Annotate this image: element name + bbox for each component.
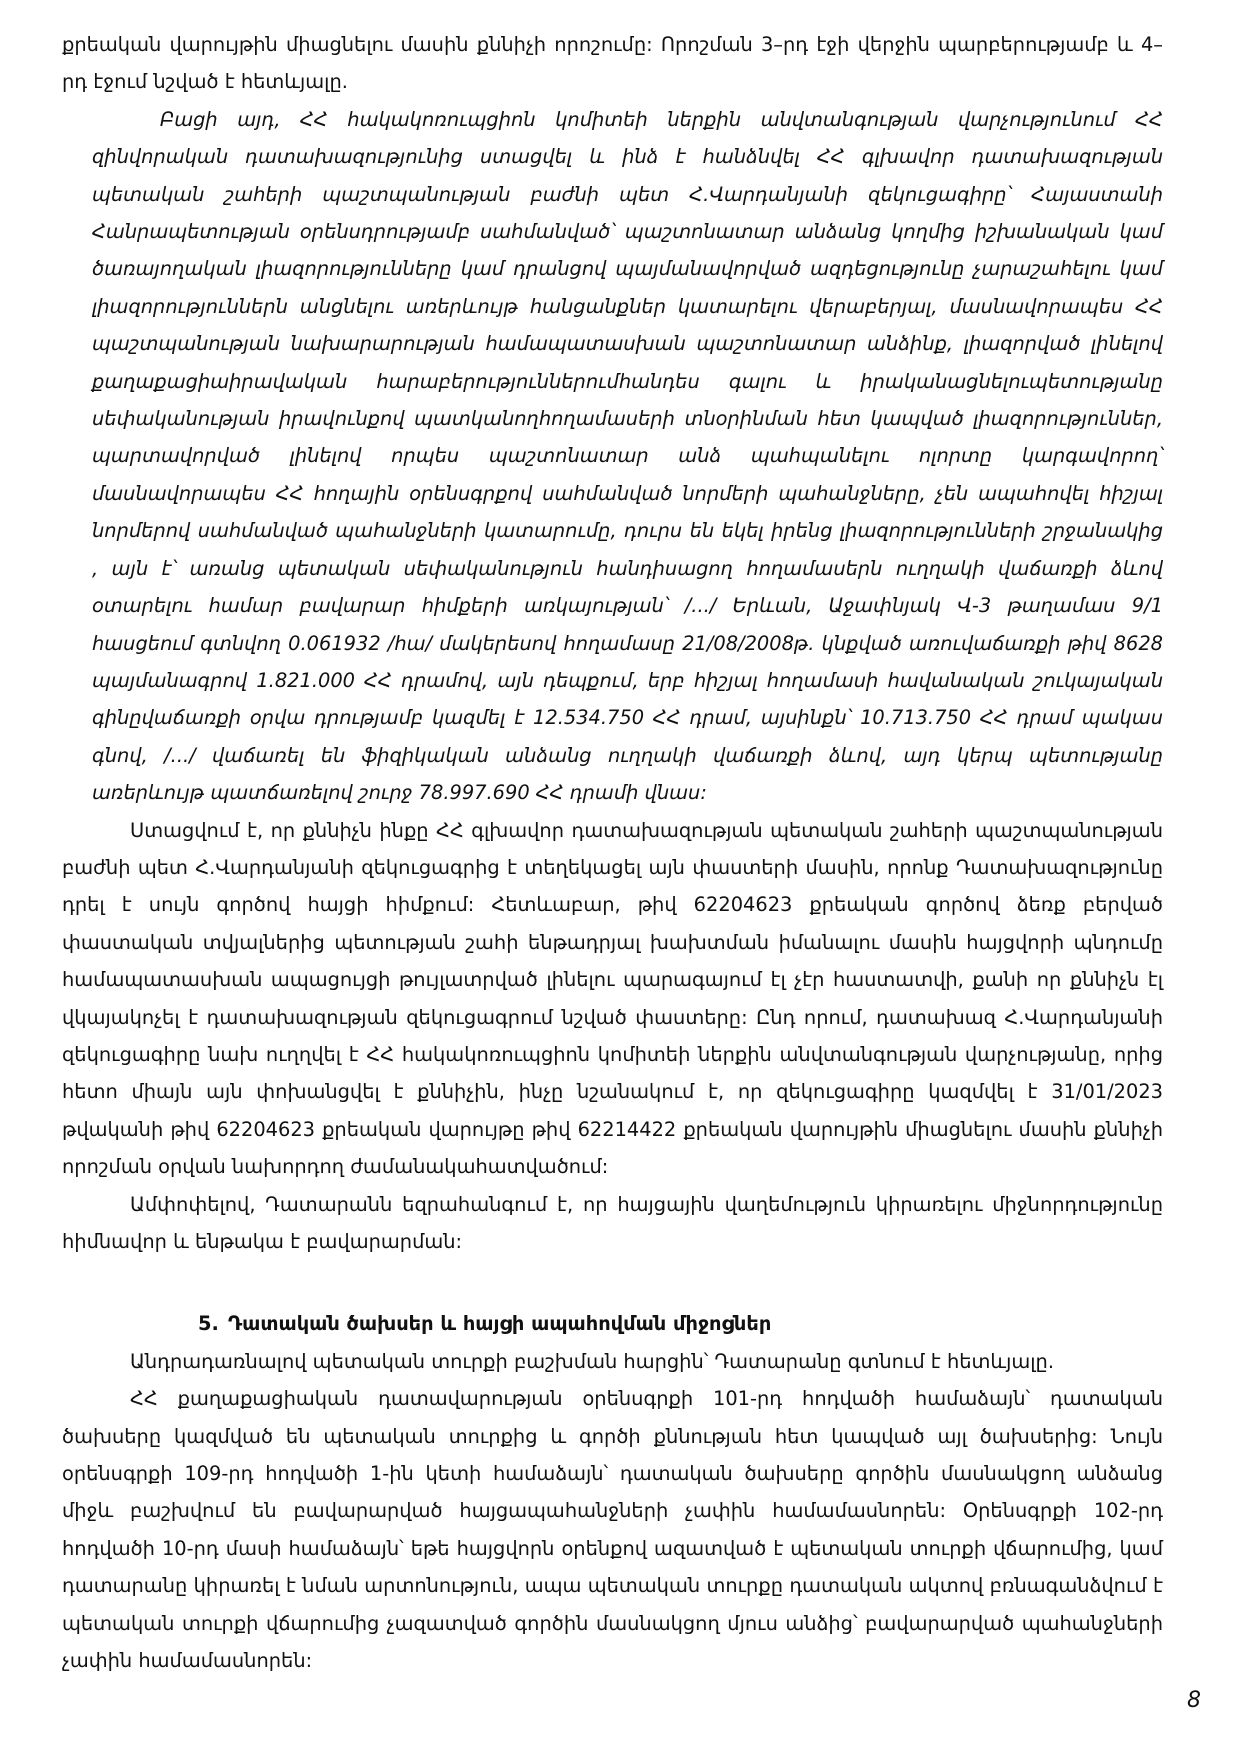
- paragraph-state-duty-intro: Անդրադառնալով պետական տուրքի բաշխման հարցին՝ Դատարանը գտնում է հետևյալը.: [130, 1349, 1055, 1373]
- paragraph-conclusion: Ամփոփելով, Դատարանն եզրահանգում է, որ հայցային վաղեմություն կիրառելու միջնորդությունը հիմնավոր և ենթակա է բավարարման:: [62, 1192, 1163, 1253]
- paragraph-court-costs-law: ՀՀ քաղաքացիական դատավարության օրենսգրքի 101-րդ հոդվածի համաձայն՝ դատական ծախսերը կազմված են պետական տուրքից և գործի քննության հետ կապված այլ ծախսերից: Նույն օրենսգրքի 109-րդ հոդվածի 1-ին կետի համաձայն՝ դատական ծախսերը գործին մասնակցող անձանց միջև բաշխվում են բավարարված հայցապահանջների չափին համամասնորեն: Օրենսգրքի 102-րդ հոդվածի 10-րդ մասի համաձայն՝ եթե հայցվորն օրենքով ազատված է պետական տուրքի վճարումից, կամ դատարանը կիրառել է նման արտոնություն, ապա պետական տուրքը դատական ակտով բռնագանձվում է պետական տուրքի վճարումից չազատված գործին մասնակցող մյուս անձից՝ բավարարված պահանջների չափին համամասնորեն:: [62, 1387, 1163, 1673]
- section-number: 5.: [198, 1312, 219, 1336]
- section-heading: [62, 1305, 1163, 1342]
- section-title: Դատական ծախսեր և հայցի ապահովման միջոցներ: [228, 1312, 772, 1336]
- page-number: 8: [1187, 1688, 1201, 1713]
- paragraph-continuation: քրեական վարույթին միացնելու մասին քննիչի որոշումը: Որոշման 3–րդ էջի վերջին պարբերությամբ և 4–րդ էջում նշված է հետևյալը.: [62, 33, 1163, 94]
- block-quote-report-excerpt: Բացի այդ, ՀՀ հակակոռուպցիոն կոմիտեի ներքին անվտանգության վարչությունում ՀՀ զինվորական դատախազությունից ստացվել և ինձ է հանձնվել ՀՀ գլխավոր դատախազության պետական շահերի պաշտպանության բաժնի պետ Հ.Վարդանյանի զեկուցագիրը՝ Հայաստանի Հանրապետության օրենսդրությամբ սահմանված՝ պաշտոնատար անձանց կողմից իշխանական կամ ծառայողական լիազորությունները կամ դրանցով պայմանավորված ազդեցությունը չարաշահելու կամ լիազորություններն անցնելու առերևույթ հանցանքներ կատարելու վերաբերյալ, մասնավորապես ՀՀ պաշտպանության նախարարության համապատասխան պաշտոնատար անձինք, լիազորված լինելով քաղաքացիաիրավական հարաբերություններումհանդես գալու և իրականացնելուպետությանը սեփականության իրավունքով պատկանողհողամասերի տնօրինման հետ կապված լիազորություններ, պարտավորված լինելով որպես պաշտոնատար անձ պահպանելու ոլորտը կարգավորող՝ մասնավորապես ՀՀ հողային օրենսգրքով սահմանված նորմերի պահանջները, չեն ապահովել հիշյալ նորմերով սահմանված պահանջների կատարումը, դուրս են եկել իրենց լիազորությունների շրջանակից , այն է՝ առանց պետական սեփականություն հանդիսացող հողամասերն ուղղակի վաճառքի ձևով օտարելու համար բավարար հիմքերի առկայության՝ /.../ Երևան, Աջափնյակ Վ-3 թաղամաս 9/1 հասցեում գտնվող 0.061932 /հա/ մակերեսով հողամասը 21/08/2008թ. կնքված առուվաճառքի թիվ 8628 պայմանագրով 1.821.000 ՀՀ դրամով, այն դեպքում, երբ հիշյալ հողամասի հավանական շուկայական գինըվաճառքի օրվա դրությամբ կազմել է 12.534.750 ՀՀ դրամ, այսինքն՝ 10.713.750 ՀՀ դրամ պակաս գնով, /.../ վաճառել են ֆիզիկական անձանց ուղղակի վաճառքի ձևով, այդ կերպ պետությանը առերևույթ պատճառելով շուրջ 78.997.690 ՀՀ դրամի վնաս:: [92, 107, 1163, 805]
- paragraph-court-analysis: Ստացվում է, որ քննիչն ինքը ՀՀ գլխավոր դատախազության պետական շահերի պաշտպանության բաժնի պետ Հ.Վարդանյանի զեկուցագրից է տեղեկացել այն փաստերի մասին, որոնք Դատախազությունը դրել է սույն գործով հայցի հիմքում: Հետևաբար, թիվ 62204623 քրեական գործով ձեռք բերված փաստական տվյալներից պետության շահի ենթադրյալ խախտման իմանալու մասին հայցվորի պնդումը համապատասխան ապացույցի թույլատրված լինելու պարագայում էլ չէր հաստատվի, քանի որ քննիչն էլ վկայակոչել է դատախազության զեկուցագրում նշված փաստերը: Ընդ որում, դատախազ Հ.Վարդանյանի զեկուցագիրը նախ ուղղվել է ՀՀ հակակոռուպցիոն կոմիտեի ներքին անվտանգության վարչությանը, որից հետո միայն այն փոխանցվել է քննիչին, ինչը նշանակում է, որ զեկուցագիրը կազմվել է 31/01/2023 թվականի թիվ 62204623 քրեական վարույթը թիվ 62214422 քրեական վարույթին միացնելու մասին քննիչի որոշման օրվան նախորդող ժամանակահատվածում:: [62, 818, 1163, 1179]
